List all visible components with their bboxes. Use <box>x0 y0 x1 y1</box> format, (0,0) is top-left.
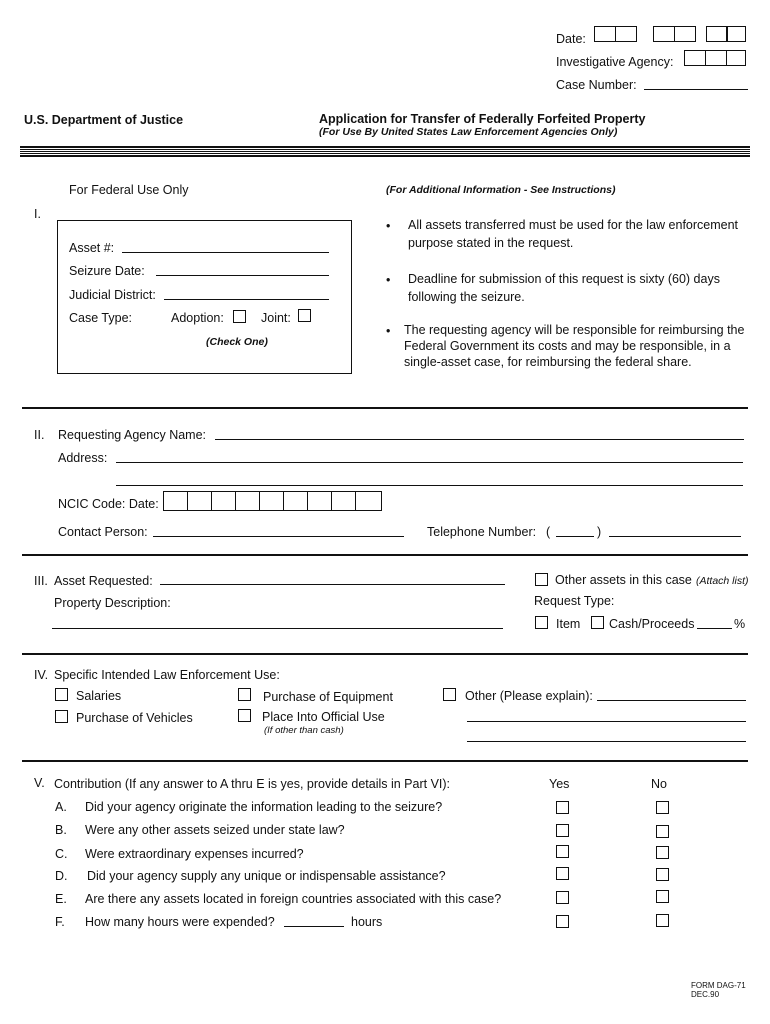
intended-use-heading: Specific Intended Law Enforcement Use: <box>54 668 280 682</box>
form-title: Application for Transfer of Federally Forfeited Property <box>319 112 646 126</box>
telephone-paren-open: ( <box>546 525 551 539</box>
question-e-text: Are there any assets located in foreign countries associated with this case? <box>85 892 502 906</box>
ncic-date-label: NCIC Code: Date: <box>58 497 159 511</box>
address-field-line-1[interactable] <box>116 462 743 463</box>
question-b-no-checkbox[interactable] <box>656 825 669 838</box>
section-i-number: I. <box>34 207 41 221</box>
agency-name-label: Requesting Agency Name: <box>58 428 207 442</box>
question-c-text: Were extraordinary expenses incurred? <box>85 847 304 861</box>
section-divider <box>22 760 748 762</box>
bullet-3-line-2: Federal Government its costs and may be responsible, in a <box>404 339 731 353</box>
official-use-checkbox[interactable] <box>238 709 251 722</box>
form-date: DEC.90 <box>691 990 720 999</box>
question-b-text: Were any other assets seized under state law? <box>85 823 345 837</box>
request-type-label: Request Type: <box>534 594 615 608</box>
contact-person-field[interactable] <box>153 536 404 537</box>
other-assets-label: Other assets in this case <box>555 573 692 587</box>
other-use-label: Other (Please explain): <box>465 689 593 703</box>
joint-label: Joint: <box>261 311 291 325</box>
adoption-label: Adoption: <box>171 311 224 325</box>
question-c-yes-checkbox[interactable] <box>556 845 569 858</box>
bullet-3: • <box>386 324 391 338</box>
question-c-letter: C. <box>55 847 68 861</box>
section-iv-number: IV. <box>34 668 49 682</box>
seizure-date-label: Seizure Date: <box>69 264 145 278</box>
bullet-3-line-3: single-asset case, for reimbursing the federal share. <box>404 355 692 369</box>
federal-use-label: For Federal Use Only <box>69 183 189 197</box>
agency-name-field[interactable] <box>215 439 744 440</box>
cash-proceeds-checkbox[interactable] <box>591 616 604 629</box>
question-a-text: Did your agency originate the information leading to the seizure? <box>85 800 443 814</box>
vehicles-checkbox[interactable] <box>55 710 68 723</box>
question-d-letter: D. <box>55 869 68 883</box>
case-number-field[interactable] <box>644 89 748 90</box>
bullet-2-line-2: following the seizure. <box>408 290 525 304</box>
section-v-number: V. <box>34 776 45 790</box>
item-checkbox[interactable] <box>535 616 548 629</box>
case-number-label: Case Number: <box>556 78 637 92</box>
question-a-letter: A. <box>55 800 67 814</box>
if-other-than-cash-note: (If other than cash) <box>264 725 344 736</box>
salaries-label: Salaries <box>76 689 122 703</box>
section-divider <box>22 653 748 655</box>
other-explain-field-line-3[interactable] <box>467 741 746 742</box>
question-b-letter: B. <box>55 823 67 837</box>
bullet-1: • <box>386 219 391 233</box>
other-explain-field-line-1[interactable] <box>597 700 746 701</box>
case-type-label: Case Type: <box>69 311 133 325</box>
section-ii-number: II. <box>34 428 45 442</box>
additional-info-heading: (For Additional Information - See Instructions) <box>386 184 616 196</box>
asset-number-label: Asset #: <box>69 241 115 255</box>
hours-expended-field[interactable] <box>284 926 344 927</box>
percent-sign: % <box>734 617 746 631</box>
question-a-no-checkbox[interactable] <box>656 801 669 814</box>
bullet-2: • <box>386 273 391 287</box>
address-label: Address: <box>58 451 108 465</box>
hours-label: hours <box>351 915 383 929</box>
telephone-number-field[interactable] <box>609 536 741 537</box>
property-description-label: Property Description: <box>54 596 171 610</box>
form-number: FORM DAG-71 <box>691 981 746 990</box>
item-label: Item <box>556 617 581 631</box>
telephone-paren-close: ) <box>597 525 602 539</box>
question-c-no-checkbox[interactable] <box>656 846 669 859</box>
date-label: Date: <box>556 32 586 46</box>
section-iii-number: III. <box>34 574 48 588</box>
address-field-line-2[interactable] <box>116 485 743 486</box>
question-f-letter: F. <box>55 915 65 929</box>
asset-requested-field[interactable] <box>160 584 505 585</box>
joint-checkbox[interactable] <box>298 309 311 322</box>
telephone-label: Telephone Number: <box>427 525 537 539</box>
check-one-note: (Check One) <box>206 336 268 348</box>
no-column-header: No <box>651 777 667 791</box>
cash-proceeds-label: Cash/Proceeds <box>609 617 695 631</box>
question-d-yes-checkbox[interactable] <box>556 867 569 880</box>
question-d-text: Did your agency supply any unique or indispensable assistance? <box>87 869 446 883</box>
bullet-2-line-1: Deadline for submission of this request is sixty (60) days <box>408 272 720 286</box>
equipment-label: Purchase of Equipment <box>263 690 393 704</box>
question-a-yes-checkbox[interactable] <box>556 801 569 814</box>
seizure-date-field[interactable] <box>156 275 329 276</box>
bullet-1-line-1: All assets transferred must be used for the law enforcement <box>408 218 739 232</box>
contribution-heading: Contribution (If any answer to A thru E is yes, provide details in Part VI): <box>54 777 451 791</box>
question-d-no-checkbox[interactable] <box>656 868 669 881</box>
department-name: U.S. Department of Justice <box>24 113 184 127</box>
judicial-district-label: Judicial District: <box>69 288 156 302</box>
section-divider <box>22 407 748 409</box>
other-explain-field-line-2[interactable] <box>467 721 746 722</box>
asset-number-field[interactable] <box>122 252 329 253</box>
telephone-area-code-field[interactable] <box>556 536 594 537</box>
yes-column-header: Yes <box>549 777 570 791</box>
attach-list-note: (Attach list) <box>696 575 749 587</box>
question-e-no-checkbox[interactable] <box>656 890 669 903</box>
cash-percent-field[interactable] <box>697 628 732 629</box>
other-use-checkbox[interactable] <box>443 688 456 701</box>
section-divider <box>22 554 748 556</box>
question-f-yes-checkbox[interactable] <box>556 915 569 928</box>
question-f-text: How many hours were expended? <box>85 915 275 929</box>
other-assets-checkbox[interactable] <box>535 573 548 586</box>
vehicles-label: Purchase of Vehicles <box>76 711 193 725</box>
adoption-checkbox[interactable] <box>233 310 246 323</box>
asset-requested-label: Asset Requested: <box>54 574 153 588</box>
judicial-district-field[interactable] <box>164 299 329 300</box>
contact-person-label: Contact Person: <box>58 525 148 539</box>
bullet-3-line-1: The requesting agency will be responsible for reimbursing the <box>404 323 745 337</box>
question-e-letter: E. <box>55 892 67 906</box>
question-f-no-checkbox[interactable] <box>656 914 669 927</box>
bullet-1-line-2: purpose stated in the request. <box>408 236 574 250</box>
header-divider <box>20 146 750 157</box>
property-description-field[interactable] <box>52 628 503 629</box>
equipment-checkbox[interactable] <box>238 688 251 701</box>
question-e-yes-checkbox[interactable] <box>556 891 569 904</box>
official-use-label: Place Into Official Use <box>262 710 385 724</box>
question-b-yes-checkbox[interactable] <box>556 824 569 837</box>
salaries-checkbox[interactable] <box>55 688 68 701</box>
form-subtitle: (For Use By United States Law Enforcement Agencies Only) <box>319 126 618 138</box>
investigative-agency-label: Investigative Agency: <box>556 55 674 69</box>
